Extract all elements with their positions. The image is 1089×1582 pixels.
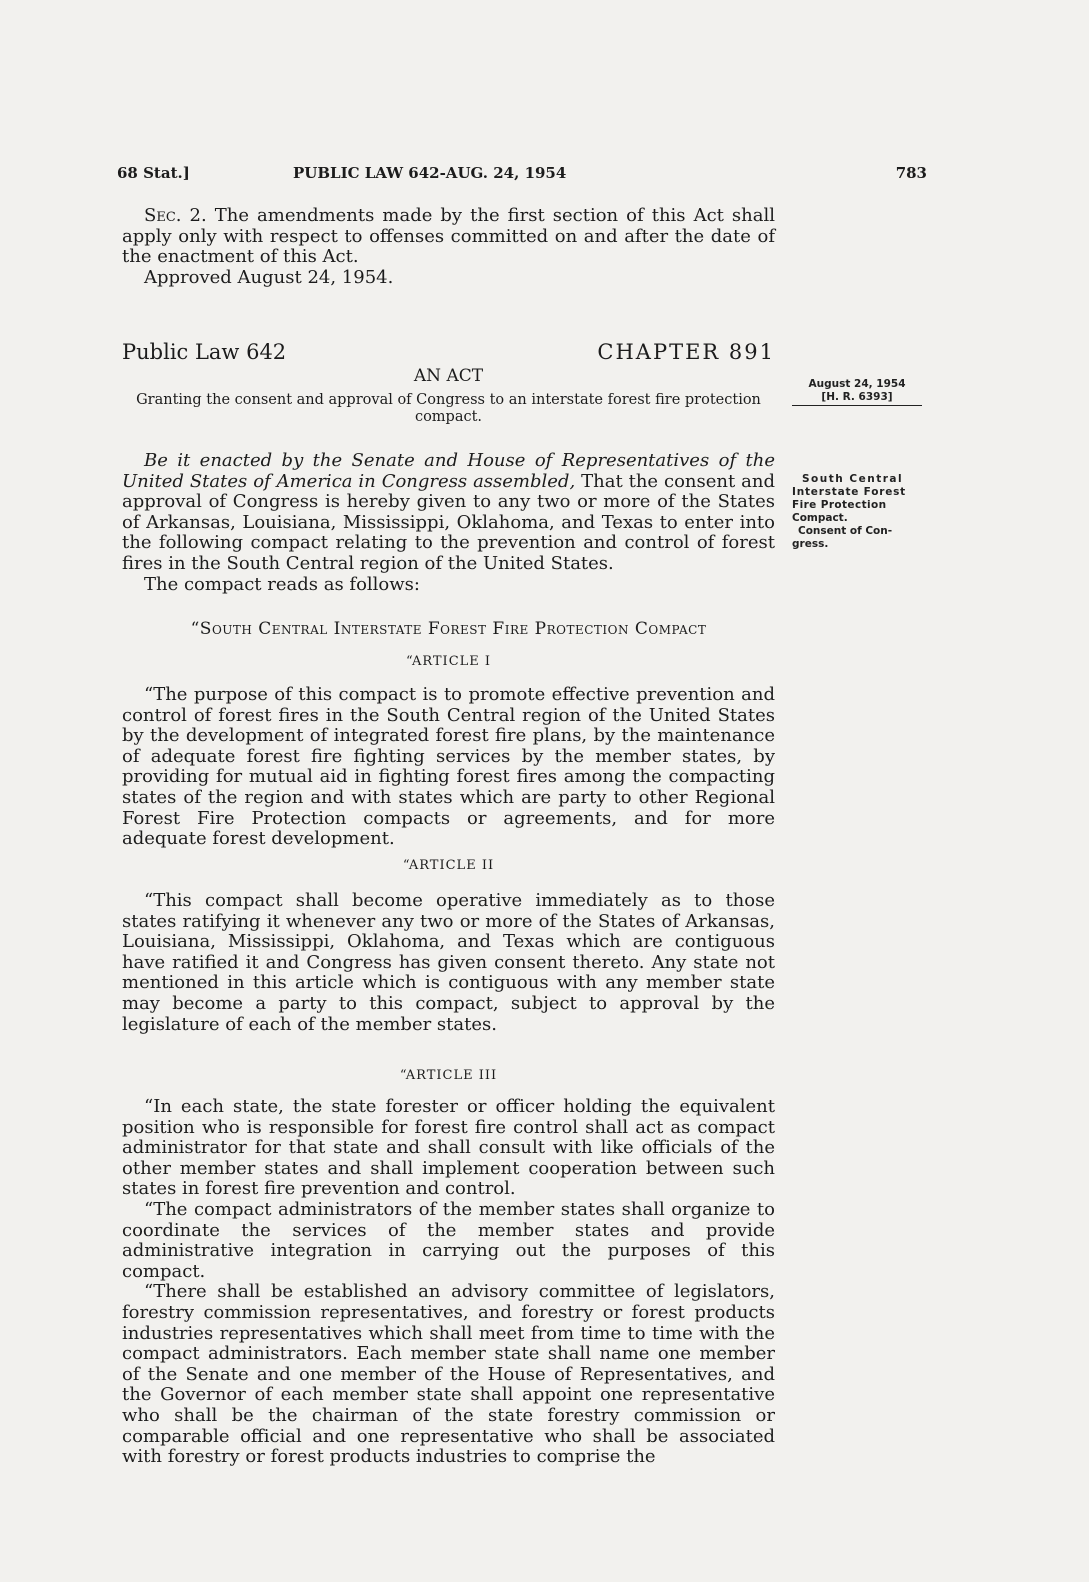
article-paragraph: “There shall be established an advisory committee of legislators, forestry commission representatives, and forestry or forest products industries representatives which shall meet from time to time with the compact administrators. Each member state shall name one member of the Senate and one member of the House of Representatives, and the Governor of each member state shall appoint one representative who shall be the chairman of the state forestry commission or comparable official and one representative who shall be associated with forestry or forest products industries to comprise the: [122, 1281, 775, 1468]
section-2-paragraph: [122, 206, 775, 268]
article-3-body: [122, 1097, 775, 1468]
margin-topic-note: [792, 473, 922, 551]
section-2-block: [122, 206, 775, 288]
margin-note-line: Interstate Forest: [792, 486, 906, 498]
chapter-number: CHAPTER 891: [597, 340, 775, 364]
margin-note-line: Consent of Con-: [798, 525, 893, 537]
statute-volume: 68 Stat.]: [117, 164, 190, 182]
margin-note-line: South Central: [802, 473, 904, 485]
public-law-number: Public Law 642: [122, 340, 287, 364]
article-2-body: [122, 891, 775, 1035]
article-heading: “ARTICLE II: [402, 858, 495, 873]
page-number: 783: [895, 164, 927, 182]
enacting-text: That the consent and approval of Congress is hereby given to any two or more of the States of Arkansas, Louisiana, Mississippi, Oklahoma, and Texas to enter into the following compact relating to the prevention and control of forest fires in the South Central region of the United States.: [122, 470, 775, 574]
margin-note-line: gress.: [792, 538, 829, 550]
article-1-body: [122, 685, 775, 850]
running-header: [117, 164, 927, 186]
enactment-date: August 24, 1954: [808, 378, 906, 390]
bill-number: [H. R. 6393]: [792, 391, 922, 406]
article-paragraph: “The compact administrators of the member states shall organize to coordinate the services of the member states and provide administrative integration in carrying out the purposes of this compact.: [122, 1198, 775, 1282]
article-paragraph: “In each state, the state forester or officer holding the equivalent position who is responsible for forest fire control shall act as compact administrator for that state and shall consult with like officials of the other member states and shall implement cooperation between such states in forest fire prevention and control.: [122, 1096, 775, 1200]
approval-line: Approved August 24, 1954.: [144, 266, 394, 288]
section-label: Sec. 2.: [144, 205, 207, 226]
law-heading: [122, 340, 775, 364]
article-paragraph: “This compact shall become operative immediately as to those states ratifying it whenever any two or more of the States of Arkansas, Louisiana, Mississippi, Oklahoma, and Texas which are contiguous have ratified it and Congress has given consent thereto. Any state not mentioned in this article which is contiguous with any member state may become a party to this compact, subject to approval by the legislature of each of the member states.: [122, 890, 775, 1035]
compact-title: “South Central Interstate Forest Fire Protection Compact: [190, 619, 707, 639]
margin-note-line: Compact.: [792, 512, 848, 524]
article-paragraph: “The purpose of this compact is to promote effective prevention and control of forest fires in the South Central region of the United States by the development of integrated forest fire plans, by the maintenance of adequate forest fire fighting services by the member states, by providing for mutual aid in fighting forest fires among the compacting states of the region and with states which are party to other Regional Forest Fire Protection compacts or agreements, and for more adequate forest development.: [122, 684, 775, 850]
act-purpose: Granting the consent and approval of Congress to an interstate forest fire protection compact.: [136, 392, 761, 425]
enacting-block: [122, 451, 775, 595]
article-heading: “ARTICLE I: [405, 654, 492, 669]
running-title: PUBLIC LAW 642-AUG. 24, 1954: [293, 164, 567, 182]
act-title: AN ACT: [413, 366, 484, 386]
margin-date-note: [792, 378, 922, 406]
compact-intro: The compact reads as follows:: [144, 573, 420, 595]
enacting-clause: [122, 451, 775, 575]
enacting-formula: Be it enacted by the Senate and House of Representatives of the United States of America in Congress assembled,: [122, 450, 775, 492]
margin-note-line: Fire Protection: [792, 499, 887, 511]
section-2-text: The amendments made by the first section of this Act shall apply only with respect to offenses committed on and after the date of the enactment of this Act.: [122, 205, 775, 268]
article-heading: “ARTICLE III: [399, 1068, 498, 1083]
